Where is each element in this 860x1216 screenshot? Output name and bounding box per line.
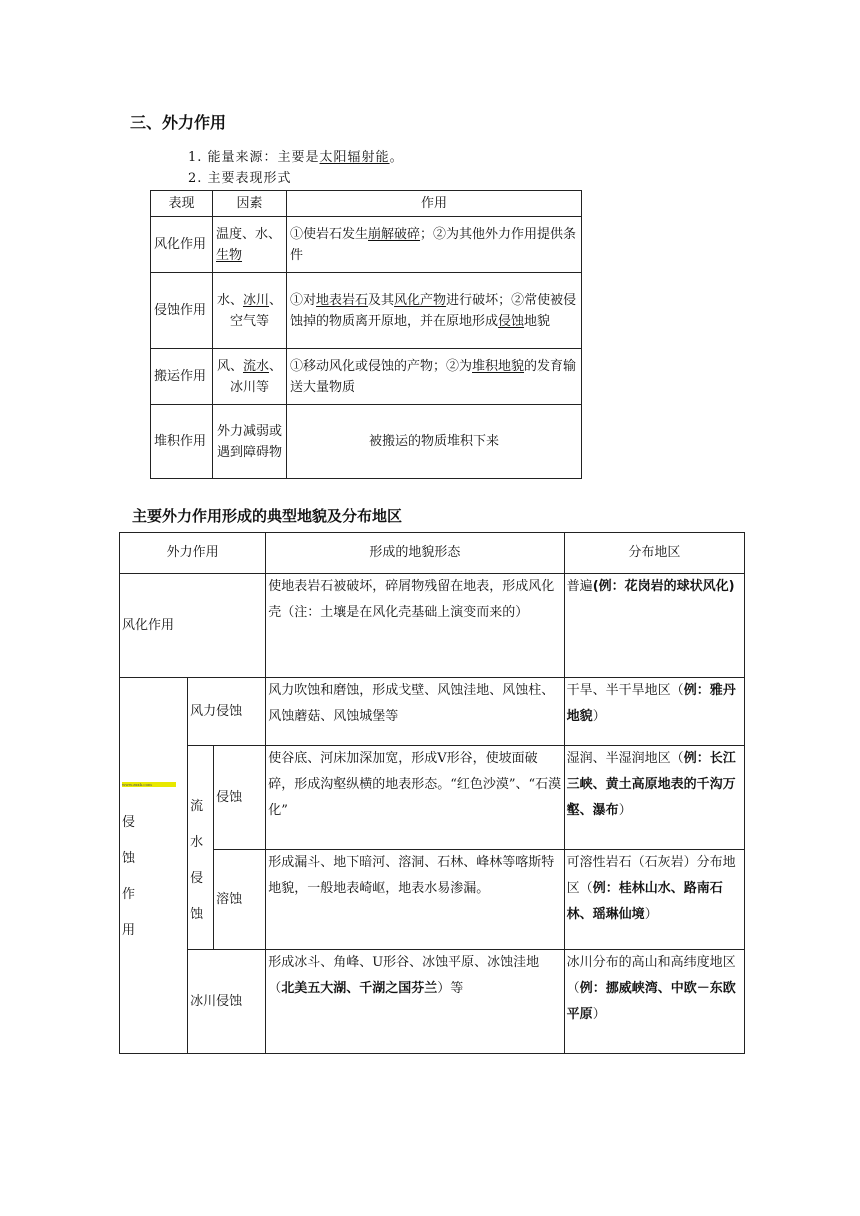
distribution-cell: 普遍(例：花岗岩的球状风化)	[564, 574, 744, 678]
table-row	[120, 574, 745, 678]
table-row	[151, 273, 582, 349]
header-cell: 外力作用	[120, 533, 266, 574]
forms-heading: 2. 主要表现形式	[188, 171, 292, 186]
header-cell: 作用	[287, 191, 582, 217]
table-header-row	[151, 191, 582, 217]
section-title: 三、外力作用	[130, 113, 227, 132]
landform-cell: 形成冰斗、角峰、U形谷、冰蚀平原、冰蚀洼地（北美五大湖、千湖之国芬兰）等	[266, 950, 564, 1054]
header-cell: 因素	[213, 191, 287, 217]
watermark-tag: www.zxxk.com	[122, 782, 176, 787]
landform-cell: 使谷底、河床加深加宽，形成V形谷，使坡面破碎，形成沟壑纵横的地表形态。“红色沙漠”、“石漠化”	[266, 746, 564, 850]
form-effect: ①对地表岩石及其风化产物进行破坏；②常使被侵蚀掉的物质离开原地，并在原地形成侵蚀地貌	[287, 273, 582, 349]
form-name: 侵蚀作用	[151, 273, 213, 349]
distribution-cell: 湿润、半湿润地区（例：长江三峡、黄土高原地表的千沟万壑、瀑布）	[564, 746, 744, 850]
landform-cell: 形成漏斗、地下暗河、溶洞、石林、峰林等喀斯特地貌，一般地表崎岖，地表水易渗漏。	[266, 850, 564, 950]
force-name: 溶蚀	[214, 850, 266, 950]
external-forces-table	[150, 190, 582, 479]
energy-source-line: 1. 能量来源：主要是太阳辐射能。	[188, 150, 404, 165]
table-row	[151, 217, 582, 273]
form-name: 风化作用	[151, 217, 213, 273]
form-effect: ①移动风化或侵蚀的产物；②为堆积地貌的发育输送大量物质	[287, 349, 582, 405]
distribution-cell: 可溶性岩石（石灰岩）分布地区（例：桂林山水、路南石林、瑶琳仙境）	[564, 850, 744, 950]
distribution-cell: 干旱、半干旱地区（例：雅丹地貌）	[564, 678, 744, 746]
form-name: 搬运作用	[151, 349, 213, 405]
header-cell: 表现	[151, 191, 213, 217]
force-name: 冰川侵蚀	[188, 950, 266, 1054]
landform-cell: 使地表岩石被破坏，碎屑物残留在地表，形成风化壳（注：土壤是在风化壳基础上演变而来的）	[266, 574, 564, 678]
table-row	[120, 950, 745, 1054]
landforms-table	[119, 532, 745, 1054]
header-cell: 分布地区	[564, 533, 744, 574]
form-name: 堆积作用	[151, 405, 213, 479]
header-cell: 形成的地貌形态	[266, 533, 564, 574]
table-row	[151, 349, 582, 405]
landforms-table-title: 主要外力作用形成的典型地貌及分布地区	[132, 507, 403, 525]
table-row	[120, 678, 745, 746]
force-name: 侵蚀	[214, 746, 266, 850]
table-header-row	[120, 533, 745, 574]
landform-cell: 风力吹蚀和磨蚀，形成戈壁、风蚀洼地、风蚀柱、风蚀蘑菇、风蚀城堡等	[266, 678, 564, 746]
force-name: 风力侵蚀	[188, 678, 266, 746]
table-row	[151, 405, 582, 479]
distribution-cell: 冰川分布的高山和高纬度地区（例：挪威峡湾、中欧－东欧平原）	[564, 950, 744, 1054]
form-effect: 被搬运的物质堆积下来	[287, 405, 582, 479]
force-name: 风化作用	[120, 574, 266, 678]
form-factor: 外力减弱或遇到障碍物	[213, 405, 287, 479]
form-factor: 温度、水、生物	[213, 217, 287, 273]
form-factor: 水、冰川、空气等	[213, 273, 287, 349]
form-effect: ①使岩石发生崩解破碎；②为其他外力作用提供条件	[287, 217, 582, 273]
form-factor: 风、流水、冰川等	[213, 349, 287, 405]
water-erosion-cell: 流 水 侵 蚀	[188, 746, 214, 950]
energy-source: 太阳辐射能	[319, 150, 390, 165]
table-row	[120, 746, 745, 850]
erosion-group-cell: www.zxxk.com 侵 蚀 作 用	[120, 678, 188, 1054]
table-row	[120, 850, 745, 950]
